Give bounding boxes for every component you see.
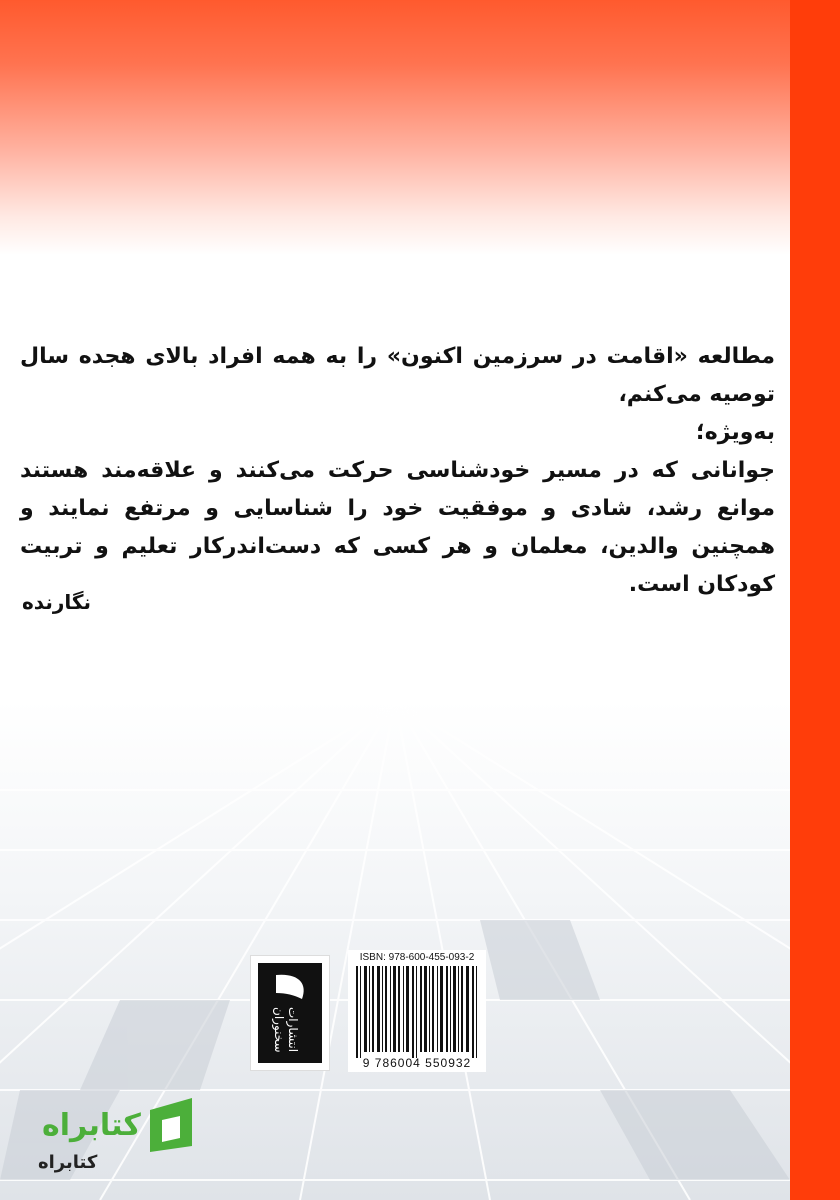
publisher-logo (250, 955, 330, 1071)
author-signature: نگارنده (22, 590, 92, 614)
paragraph-recommendation: مطالعه «اقامت در سرزمین اکنون» را به همه افراد بالای هجده سال توصیه می‌کنم، (20, 344, 775, 407)
publisher-name: انتشارات سخنوران (272, 1007, 300, 1053)
paragraph-especially: به‌ویژه؛ (695, 420, 775, 445)
isbn-label: ISBN: 978-600-455-093-2 (359, 952, 475, 963)
barcode-number: 9 786004 550932 (362, 1056, 472, 1070)
isbn-barcode (348, 950, 486, 1072)
cover-spine (790, 0, 840, 1200)
ketabrah-watermark (30, 1090, 210, 1190)
quill-icon (258, 963, 322, 1063)
paragraph-audience: جوانانی که در مسیر خودشناسی حرکت می‌کنند و علاقه‌مند هستند موانع رشد، شادی و موفقیت خود را شناسایی و مرتفع نمایند و همچنین والدین، معلمان و هر کسی که دست‌اندرکار تعلیم و تربیت کودکان است. (20, 458, 775, 597)
barcode-bars (348, 950, 486, 1072)
watermark-main-text: کتابراه (42, 1108, 141, 1143)
description-text (20, 338, 775, 604)
top-gradient-band (0, 0, 790, 255)
ketabrah-logo-icon (140, 1090, 210, 1160)
watermark-sub-text: کتابراه (38, 1152, 98, 1173)
